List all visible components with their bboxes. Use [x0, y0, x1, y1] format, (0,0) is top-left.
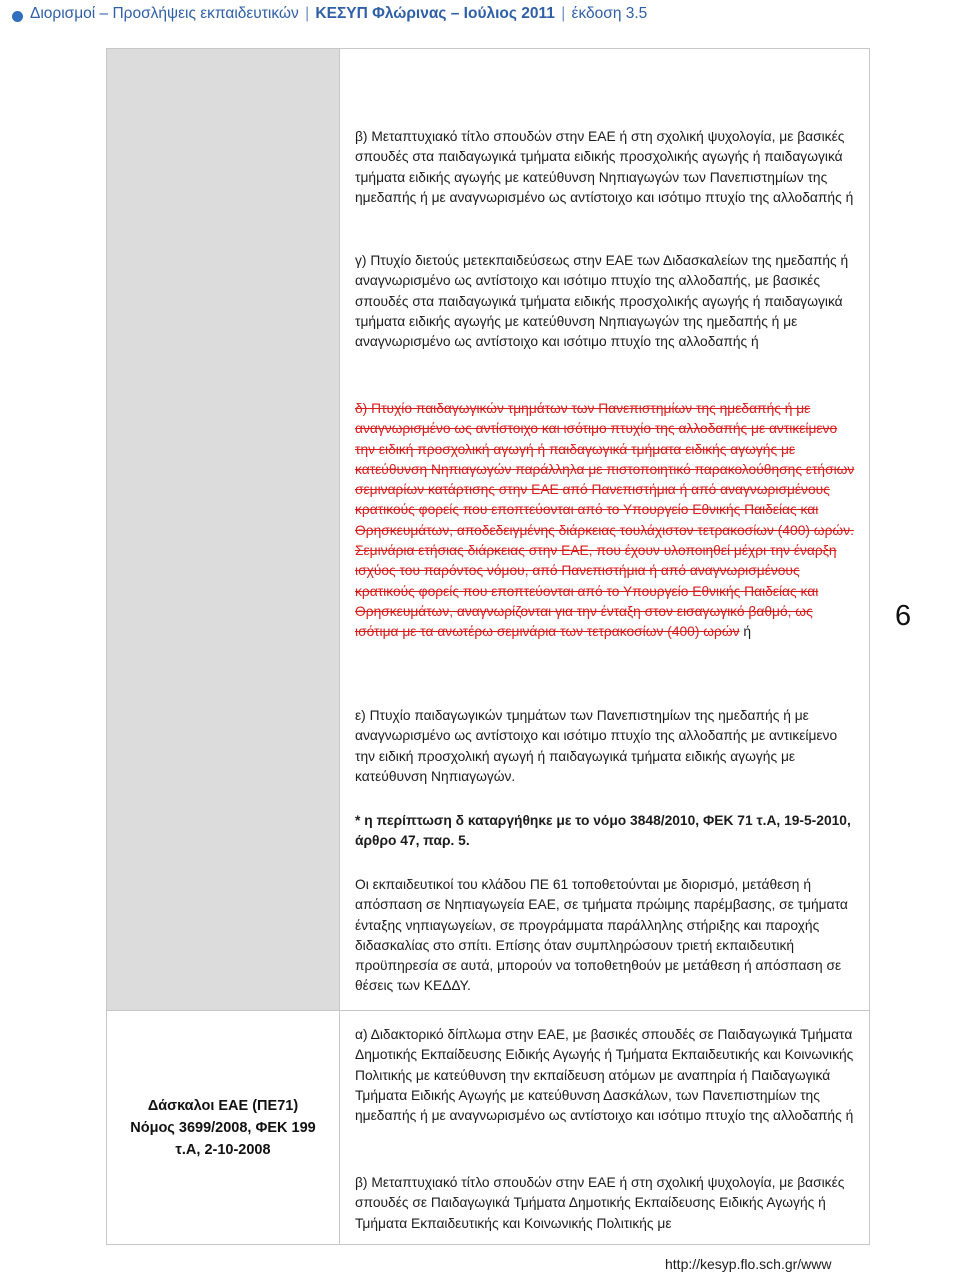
bullet-icon	[12, 11, 23, 22]
paragraph-text: β) Μεταπτυχιακό τίτλο σπουδών στην ΕΑΕ ή στη σχολική ψυχολογία, με βασικές σπουδές στα παιδαγωγικά τμήματα ειδικής προσχολικής αγωγής ή παιδαγωγικά τμήματα ειδικής αγωγής με κατεύθυνση Νηπιαγωγών των Πανεπιστημίων της ημεδαπής ή με αναγνωρισμένο ως αντίστοιχο και ισότιμο πτυχίο της αλλοδαπής ή	[355, 129, 854, 205]
paragraph-b-daskaloi	[355, 1173, 860, 1234]
category-label-line1: Δάσκαλοι ΕΑΕ (ΠΕ71)	[147, 1098, 299, 1114]
paragraph-text: γ) Πτυχίο διετούς μετεκπαιδεύσεως στην ΕΑΕ των Διδασκαλείων της ημεδαπής ή αναγνωρισμένο ως αντίστοιχο και ισότιμο πτυχίο της αλλοδαπής, με βασικές σπουδές στα παιδαγωγικά τμήματα ειδικής προσχολικής αγωγής ή παιδαγωγικά τμήματα ειδικής αγωγής με κατεύθυνση Νηπιαγωγών της ημεδαπής ή με αναγνωρισμένο ως αντίστοιχο και ισότιμο πτυχίο της αλλοδαπής ή	[355, 253, 849, 350]
paragraph-tail: ή	[739, 624, 752, 640]
paragraph-text: Οι εκπαιδευτικοί του κλάδου ΠΕ 61 τοποθετούνται με διορισμό, μετάθεση ή απόσπαση σε Νηπιαγωγεία ΕΑΕ, σε τμήματα πρώιμης παρέμβασης, σε τμήματα ένταξης νηπιαγωγείων, σε προγράμματα παράλληλης στήριξης και παροχής διδασκαλίας στο σπίτι. Επίσης όταν συμπληρώσουν τριετή εκπαιδευτική προϋπηρεσία σε αυτά, μπορούν να τοποθετηθούν με μετάθεση ή απόσπαση σε θέσεις των ΚΕΔΔΥ.	[355, 877, 848, 994]
header-separator-1: |	[305, 5, 310, 22]
paragraph-e-nipiagogoi	[355, 706, 860, 787]
header-separator-2: |	[561, 5, 566, 22]
category-label-line3: τ.Α, 2-10-2008	[175, 1142, 271, 1158]
category-label-cell	[107, 1095, 339, 1161]
paragraph-b-nipiagogoi	[355, 127, 860, 208]
paragraph-text: β) Μεταπτυχιακό τίτλο σπουδών στην ΕΑΕ ή στη σχολική ψυχολογία, με βασικές σπουδές σε Παιδαγωγικά Τμήματα Δημοτικής Εκπαίδευσης Ειδικής Αγωγής ή Τμήματα Εκπαιδευτικής και Κοινωνικής Πολιτικής με	[355, 1175, 845, 1231]
note-text: * η περίπτωση δ καταργήθηκε με το νόμο 3848/2010, ΦΕΚ 71 τ.Α, 19-5-2010, άρθρο 47, παρ. 5.	[355, 813, 851, 849]
header-text	[30, 5, 647, 23]
paragraph-a-daskaloi	[355, 1025, 860, 1126]
paragraph-text: α) Διδακτορικό δίπλωμα στην ΕΑΕ, με βασικές σπουδές σε Παιδαγωγικά Τμήματα Δημοτικής Εκπαίδευσης Ειδικής Αγωγής ή Τμήματα Εκπαιδευτικής και Κοινωνικής Πολιτικής με κατεύθυνση την εκπαίδευση ατόμων με αναπηρία ή Παιδαγωγικά Τμήματα Ειδικής Αγωγής με κατεύθυνση Δασκάλων, των Πανεπιστημίων της ημεδαπής ή με αναγνωρισμένο ως αντίστοιχο και ισότιμο πτυχίο της αλλοδαπής ή	[355, 1027, 854, 1124]
paragraph-text: ε) Πτυχίο παιδαγωγικών τμημάτων των Πανεπιστημίων της ημεδαπής ή με αναγνωρισμένο ως αντίστοιχο και ισότιμο πτυχίο της αλλοδαπής με αντικείμενο την ειδική προσχολική αγωγή ή παιδαγωγικά τμήματα ειδικής αγωγής με κατεύθυνση Νηπιαγωγών.	[355, 708, 838, 784]
table-left-column	[107, 49, 340, 1244]
grey-label-cell	[107, 49, 339, 1010]
qualifications-table	[106, 48, 870, 1245]
paragraph-text	[355, 399, 860, 643]
header-version: έκδοση 3.5	[571, 5, 648, 22]
paragraph-g-nipiagogoi	[355, 251, 860, 352]
struck-text: δ) Πτυχίο παιδαγωγικών τμημάτων των Πανεπιστημίων της ημεδαπής ή με αναγνωρισμένο ως αντίστοιχο και ισότιμο πτυχίο της αλλοδαπής με αντικείμενο την ειδική προσχολική αγωγή ή παιδαγωγικά τμήματα ειδικής αγωγής με κατεύθυνση Νηπιαγωγών παράλληλα με πιστοποιητικό παρακολούθησης ετήσιων σεμιναρίων κατάρτισης στην ΕΑΕ από Πανεπιστήμια ή από αναγνωρισμένους κρατικούς φορείς που εποπτεύονται από το Υπουργείο Εθνικής Παιδείας και Θρησκευμάτων, αποδεδειγμένης διάρκειας τουλάχιστον τετρακοσίων (400) ωρών. Σεμινάρια ετήσιας διάρκειας στην ΕΑΕ, που έχουν υλοποιηθεί μέχρι την έναρξη ισχύος του παρόντος νόμου, από Πανεπιστήμια ή από αναγνωρισμένους κρατικούς φορείς που εποπτεύονται από το Υπουργείο Εθνικής Παιδείας και Θρησκευμάτων, αναγνωρίζονται για την ένταξη στον εισαγωγικό βαθμό, ως ισότιμα με τα ανωτέρω σεμινάρια των τετρακοσίων (400) ωρών	[355, 401, 855, 640]
paragraph-d-repealed	[355, 399, 860, 643]
footer-url[interactable]: http://kesyp.flo.sch.gr/www	[665, 1256, 832, 1272]
category-label-line2: Νόμος 3699/2008, ΦΕΚ 199	[130, 1120, 316, 1136]
repeal-note	[355, 811, 860, 852]
header-title-part2: ΚΕΣΥΠ Φλώρινας – Ιούλιος 2011	[315, 5, 555, 22]
paragraph-pe61-placement	[355, 875, 860, 997]
page-number: 6	[895, 600, 912, 632]
header-title-part1: Διορισμοί – Προσλήψεις εκπαιδευτικών	[30, 5, 299, 22]
document-header	[0, 0, 960, 34]
row-divider	[107, 1010, 869, 1011]
